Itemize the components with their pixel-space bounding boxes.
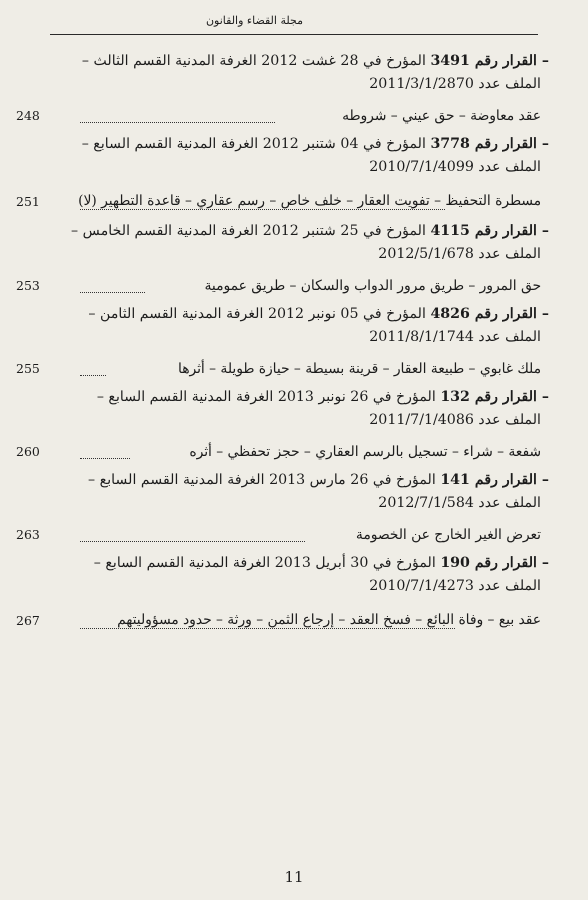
decision-label: – القرار رقم xyxy=(469,555,549,571)
subject-line xyxy=(16,358,541,380)
subject-line xyxy=(16,189,541,214)
dot-leader xyxy=(80,122,275,123)
decision-entry xyxy=(50,50,549,96)
page-header xyxy=(50,14,538,36)
decision-title xyxy=(50,386,549,409)
subject-line xyxy=(16,441,541,463)
subject-text: ملك غابوي – طبيعة العقار – قرينة بسيطة – حيازة طويلة – أثرها xyxy=(178,361,541,377)
page-reference: 253 xyxy=(16,278,40,293)
decision-details: المؤرخ في 25 شتنبر 2012 الغرفة المدنية القسم الخامس – xyxy=(71,223,431,239)
subject-text: شفعة – شراء – تسجيل بالرسم العقاري – حجز تحفظي – أثره xyxy=(189,444,541,460)
subject-text: حق المرور – طريق مرور الدواب والسكان – طريق عمومية xyxy=(204,278,541,294)
decision-entry xyxy=(50,386,549,432)
decision-number: 3778 xyxy=(430,136,470,152)
dot-leader xyxy=(80,541,305,542)
decision-entry xyxy=(50,220,549,266)
page-reference: 251 xyxy=(16,194,40,209)
decision-label: – القرار رقم xyxy=(469,389,549,405)
page-reference: 267 xyxy=(16,613,40,628)
decision-number: 4826 xyxy=(430,306,470,322)
decision-details: المؤرخ في 05 نونبر 2012 الغرفة المدنية القسم الثامن – xyxy=(88,306,431,322)
subject-text: عقد بيع – وفاة البائع – فسخ العقد – إرجاع الثمن – ورثة – حدود مسؤوليتهم xyxy=(117,612,541,628)
file-number: الملف عدد 2011/3/1/2870 xyxy=(369,76,541,92)
file-number: الملف عدد 2011/7/1/4086 xyxy=(369,412,541,428)
decision-title xyxy=(50,552,549,575)
decision-title xyxy=(50,303,549,326)
header-rule xyxy=(50,34,538,35)
page-reference: 255 xyxy=(16,361,40,376)
decision-label: – القرار رقم xyxy=(469,136,549,152)
subject-text: عقد معاوضة – حق عيني – شروطه xyxy=(342,108,541,124)
decision-number: 3491 xyxy=(430,53,470,69)
decision-entry xyxy=(50,552,549,598)
decision-number: 4115 xyxy=(430,223,470,239)
decision-entry xyxy=(50,133,549,179)
subject-line xyxy=(16,608,541,633)
decision-label: – القرار رقم xyxy=(469,306,549,322)
decision-title xyxy=(50,133,549,156)
page-number: 11 xyxy=(284,868,304,886)
decision-details: المؤرخ في 28 غشت 2012 الغرفة المدنية القسم الثالث – xyxy=(81,53,431,69)
file-number: الملف عدد 2010/7/1/4273 xyxy=(369,578,541,594)
decision-title xyxy=(50,50,549,73)
subject-text: مسطرة التحفيظ – تفويت العقار – خلف خاص – رسم عقاري – قاعدة التطهير (لا) xyxy=(78,193,541,209)
page-reference: 263 xyxy=(16,527,40,542)
subject-line xyxy=(16,524,541,546)
file-number: الملف عدد 2012/7/1/584 xyxy=(378,495,541,511)
dot-leader xyxy=(80,292,145,293)
dot-leader xyxy=(80,628,455,629)
decision-entry xyxy=(50,303,549,349)
dot-leader xyxy=(80,458,130,459)
decision-details: المؤرخ في 26 مارس 2013 الغرفة المدنية القسم السابع – xyxy=(88,472,441,488)
file-number: الملف عدد 2012/5/1/678 xyxy=(378,246,541,262)
decision-label: – القرار رقم xyxy=(469,472,549,488)
decision-number: 132 xyxy=(440,389,470,405)
decision-number: 141 xyxy=(440,472,470,488)
decision-entry xyxy=(50,469,549,515)
subject-line xyxy=(16,105,541,127)
dot-leader xyxy=(80,375,106,376)
subject-line xyxy=(16,275,541,297)
decision-label: – القرار رقم xyxy=(469,53,549,69)
dot-leader xyxy=(80,209,445,210)
page-reference: 248 xyxy=(16,108,40,123)
decisions-index xyxy=(16,50,549,639)
file-number: الملف عدد 2011/8/1/1744 xyxy=(369,329,541,345)
page-reference: 260 xyxy=(16,444,40,459)
decision-label: – القرار رقم xyxy=(469,223,549,239)
journal-title: مجلة القضاء والقانون xyxy=(205,14,303,27)
file-number: الملف عدد 2010/7/1/4099 xyxy=(369,159,541,175)
decision-title xyxy=(50,220,549,243)
decision-details: المؤرخ في 26 نونبر 2013 الغرفة المدنية القسم السابع – xyxy=(96,389,441,405)
decision-details: المؤرخ في 30 أبريل 2013 الغرفة المدنية القسم السابع – xyxy=(93,555,441,571)
decision-title xyxy=(50,469,549,492)
decision-details: المؤرخ في 04 شتنبر 2012 الغرفة المدنية القسم السابع – xyxy=(81,136,431,152)
decision-number: 190 xyxy=(440,555,470,571)
subject-text: تعرض الغير الخارج عن الخصومة xyxy=(355,527,541,543)
